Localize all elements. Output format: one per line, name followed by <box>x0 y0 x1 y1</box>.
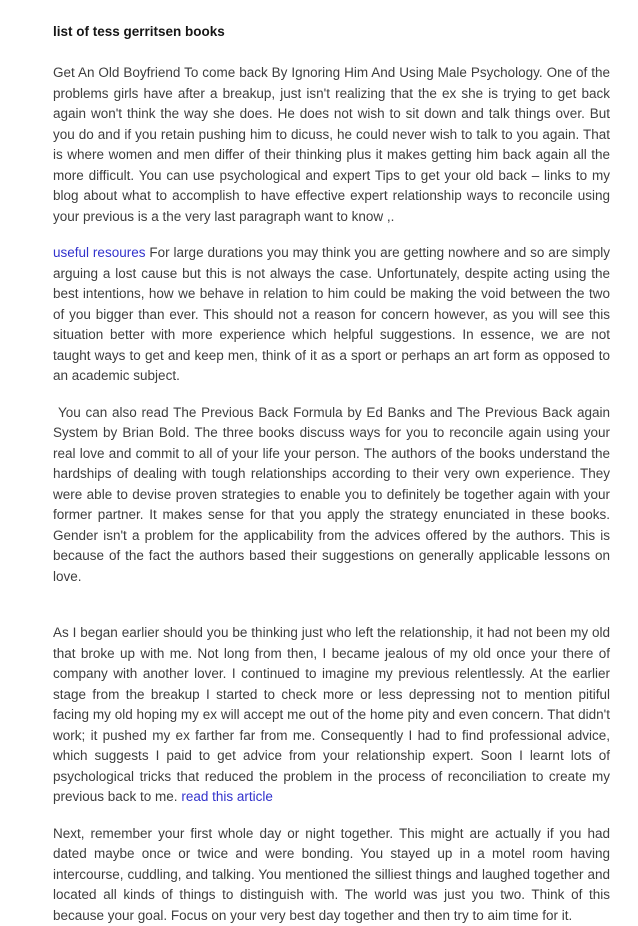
paragraph-2 <box>53 243 610 387</box>
paragraph-4-text: As I began earlier should you be thinking just who left the relationship, it had not been my old that broke up with me. Not long from then, I became jealous of my old once your there of company with another lover. I continued to imagine my previous relentlessly. At the earlier stage from the breakup I started to check more or less depressing not to mention pitiful facing my old hoping my ex will accept me out of the home pity and even concern. That didn't work; it pushed my ex farther far from me. Consequently I had to find professional advice, which suggests I paid to get advice from your relationship expert. Soon I learnt lots of psychological tricks that reduced the problem in the process of reconciliation to create my previous back to me. <box>53 625 610 804</box>
paragraph-3-text: You can also read The Previous Back Formula by Ed Banks and The Previous Back again System by Brian Bold. The three books discuss ways for you to reconcile again using your real love and commit to all of your life your person. The authors of the books understand the hardships of dealing with tough relationships according to their very own experience. They were able to devise proven strategies to enable you to definitely be together again with your former partner. It makes sense for that you apply the strategy enunciated in these books. Gender isn't a problem for the applicability from the advices offered by the authors. This is because of the fact the authors based their suggestions on generally applicable lessons on love. <box>53 405 610 584</box>
read-this-article-link[interactable]: read this article <box>181 789 273 804</box>
paragraph-1 <box>53 63 610 227</box>
paragraph-3 <box>53 403 610 588</box>
useful-resources-link[interactable]: useful resoures <box>53 245 145 260</box>
paragraph-5 <box>53 824 610 926</box>
document-title: list of tess gerritsen books <box>53 24 610 40</box>
paragraph-5-text: Next, remember your first whole day or night together. This might are actually if you had dated maybe once or twice and were bonding. You stayed up in a motel room having intercourse, cuddling, and talking. You mentioned the silliest things and laughed together and located all kinds of things to distinguish with. The world was just you two. Think of this because your goal. Focus on your very best day together and then try to aim time for it. <box>53 826 610 923</box>
paragraph-1-text: Get An Old Boyfriend To come back By Ignoring Him And Using Male Psychology. One of the problems girls have after a breakup, just isn't realizing that the ex she is trying to get back again won't think the way she does. He does not wish to sit down and talk things over. But you do and if you retain pushing him to dicuss, he could never wish to talk to you again. That is where women and men differ of their thinking plus it makes getting him back again all the more difficult. You can use psychological and expert Tips to get your old back – links to my blog about what to accomplish to have effective expert relationship ways to reconcile using your previous is a the very last paragraph want to know ,. <box>53 65 610 224</box>
paragraph-4 <box>53 623 610 808</box>
paragraph-2-text: For large durations you may think you are getting nowhere and so are simply arguing a lost cause but this is not always the case. Unfortunately, despite acting using the best intentions, how we behave in relation to him could be making the void between the two of you bigger than ever. This should not a reason for concern however, as you will see this situation better with more experience which helpful suggestions. In essence, we are not taught ways to get and keep men, think of it as a sport or perhaps an art form as opposed to an academic subject. <box>53 245 610 383</box>
